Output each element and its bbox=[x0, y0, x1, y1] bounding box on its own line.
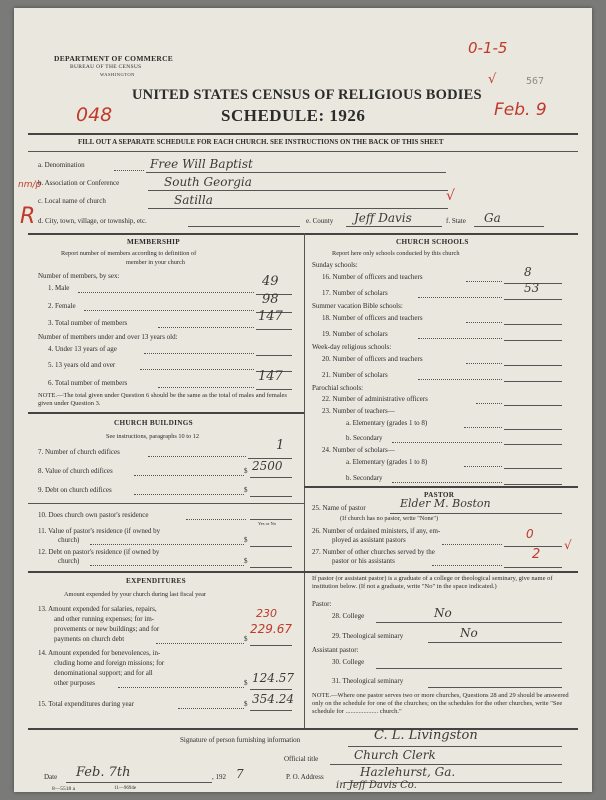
q5-label: 5. 13 years old and over bbox=[48, 361, 116, 369]
expenditures-heading: EXPENDITURES bbox=[126, 577, 186, 585]
expenditures-sub: Amount expended by your church during last fiscal year bbox=[64, 591, 206, 598]
q1-value: 49 bbox=[262, 274, 279, 289]
q23-label: 23. Number of teachers— bbox=[322, 407, 395, 415]
margin-r: R bbox=[20, 204, 36, 229]
buildings-sub: See instructions, paragraphs 10 to 12 bbox=[106, 433, 200, 440]
top-right-code: 0-1-5 bbox=[468, 39, 508, 57]
check-mark-top: √ bbox=[488, 72, 497, 87]
instruction-line: FILL OUT A SEPARATE SCHEDULE FOR EACH CHURCH. SEE INSTRUCTIONS ON THE BACK OF THIS SHEET bbox=[78, 138, 444, 146]
check-mark-q27: √ bbox=[564, 538, 572, 552]
census-schedule-form bbox=[14, 8, 592, 792]
check-mark-local: √ bbox=[446, 188, 455, 204]
q14-line4: other purposes bbox=[54, 679, 96, 687]
q24-label: 24. Number of scholars— bbox=[322, 446, 395, 454]
q18-label: 18. Number of officers and teachers bbox=[322, 314, 423, 322]
official-title-value: Church Clerk bbox=[354, 748, 436, 762]
graduate-note: If pastor (or assistant pastor) is a graduate of a college or theological seminary, give name of institution below. (If not a graduate, write "No" in the space indicated.) bbox=[312, 575, 553, 590]
q15-dollar: $ bbox=[244, 700, 248, 708]
feb-note: Feb. 9 bbox=[494, 100, 547, 120]
q12-label-1: 12. Debt on pastor's residence (if owned by bbox=[38, 548, 160, 556]
q7-label: 7. Number of church edifices bbox=[38, 448, 120, 456]
q13-line3: provements or new buildings; and for bbox=[54, 625, 160, 633]
q26-line1: 26. Number of ordained ministers, if any, em- bbox=[312, 527, 441, 535]
q10-hint: Yes or No bbox=[258, 521, 277, 526]
q3-label: 3. Total number of members bbox=[48, 319, 128, 327]
q11-label-2: church) bbox=[58, 536, 80, 544]
q20-label: 20. Number of officers and teachers bbox=[322, 355, 423, 363]
q17-value: 53 bbox=[524, 281, 540, 295]
association-value: South Georgia bbox=[164, 175, 252, 189]
buildings-heading: CHURCH BUILDINGS bbox=[114, 419, 193, 427]
summer-label: Summer vacation Bible schools: bbox=[312, 302, 403, 310]
q15-label: 15. Total expenditures during year bbox=[38, 700, 134, 708]
q9-dollar: $ bbox=[244, 486, 248, 494]
weekday-label: Week-day religious schools: bbox=[312, 343, 392, 351]
county-label: e. County bbox=[306, 217, 334, 225]
q9-label: 9. Debt on church edifices bbox=[38, 486, 112, 494]
q29-value: No bbox=[460, 626, 478, 640]
margin-note: nm/p bbox=[18, 180, 42, 190]
membership-sub1: Report number of members according to definition of bbox=[61, 250, 197, 257]
parochial-label: Parochial schools: bbox=[312, 384, 364, 392]
q11-dollar: $ bbox=[244, 536, 248, 544]
q17-label: 17. Number of scholars bbox=[322, 289, 388, 297]
schools-heading: CHURCH SCHOOLS bbox=[396, 238, 469, 246]
city-name: WASHINGTON bbox=[100, 72, 135, 77]
q8-label: 8. Value of church edifices bbox=[38, 467, 113, 475]
sunday-label: Sunday schools: bbox=[312, 261, 358, 269]
q2-value: 98 bbox=[262, 292, 279, 307]
q6-value: 147 bbox=[258, 369, 283, 384]
q10-label: 10. Does church own pastor's residence bbox=[38, 511, 149, 519]
q13-line1: 13. Amount expended for salaries, repairs, bbox=[38, 605, 157, 613]
association-label: b. Association or Conference bbox=[38, 179, 120, 187]
q4-label: 4. Under 13 years of age bbox=[48, 345, 117, 353]
q21-label: 21. Number of scholars bbox=[322, 371, 388, 379]
po-address-value: Hazlehurst, Ga. bbox=[360, 765, 456, 779]
signature-value: C. L. Livingston bbox=[374, 728, 478, 743]
city-label: d. City, town, village, or township, etc. bbox=[38, 217, 147, 225]
code-048: 048 bbox=[76, 104, 113, 126]
form-subtitle: SCHEDULE: 1926 bbox=[221, 106, 366, 125]
q3-value: 147 bbox=[258, 309, 283, 324]
q24a-label: a. Elementary (grades 1 to 8) bbox=[346, 458, 428, 466]
q14-line2: cluding home and foreign missions; for bbox=[54, 659, 165, 667]
date-value: Feb. 7th bbox=[76, 765, 131, 780]
state-value: Ga bbox=[484, 211, 501, 225]
q13-line4: payments on church debt bbox=[54, 635, 125, 643]
membership-heading: MEMBERSHIP bbox=[127, 238, 180, 246]
q19-label: 19. Number of scholars bbox=[322, 330, 388, 338]
membership-sub2: member in your church bbox=[126, 259, 185, 266]
q14-dollar: $ bbox=[244, 679, 248, 687]
q12-dollar: $ bbox=[244, 557, 248, 565]
q11-label-1: 11. Value of pastor's residence (if owned by bbox=[38, 527, 161, 535]
pastor-sub-label: Pastor: bbox=[312, 600, 332, 608]
q16-label: 16. Number of officers and teachers bbox=[322, 273, 423, 281]
q31-label: 31. Theological seminary bbox=[332, 677, 404, 685]
q26-line2: ployed as assistant pastors bbox=[332, 536, 406, 544]
form-title: UNITED STATES CENSUS OF RELIGIOUS BODIES bbox=[132, 87, 482, 103]
denomination-value: Free Will Baptist bbox=[150, 157, 253, 171]
q25-hint: (If church has no pastor, write "None") bbox=[340, 515, 439, 522]
county-value: Jeff Davis bbox=[354, 211, 412, 225]
q14-value: 124.57 bbox=[252, 671, 294, 685]
q24b-label: b. Secondary bbox=[346, 474, 383, 482]
age-label: Number of members under and over 13 years old: bbox=[38, 333, 178, 341]
q29-label: 29. Theological seminary bbox=[332, 632, 404, 640]
q26-value: 0 bbox=[526, 527, 534, 541]
signature-label: Signature of person furnishing information bbox=[180, 736, 301, 744]
po-address-value-2: in Jeff Davis Co. bbox=[336, 780, 417, 791]
q2-label: 2. Female bbox=[48, 302, 76, 310]
state-label: f. State bbox=[446, 217, 466, 225]
pastor-note: NOTE.—Where one pastor serves two or more churches, Questions 28 and 29 should be answered only on the schedule for one of the churches; on the schedules for the other churches, write "See schedule for .................... church." bbox=[312, 692, 569, 715]
year-prefix: , 192 bbox=[212, 773, 226, 781]
q13-value: 229.67 bbox=[250, 622, 292, 636]
q25-value: Elder M. Boston bbox=[400, 497, 491, 510]
q30-label: 30. College bbox=[332, 658, 365, 666]
q28-value: No bbox=[434, 606, 452, 620]
q27-value: 2 bbox=[532, 547, 541, 562]
membership-note: NOTE.—The total given under Question 6 should be the same as the total of males and females given under Question 3. bbox=[38, 392, 287, 407]
denomination-label: a. Denomination bbox=[38, 161, 85, 169]
q13-red-value: 230 bbox=[256, 607, 277, 620]
q7-value: 1 bbox=[276, 438, 285, 453]
q28-label: 28. College bbox=[332, 612, 365, 620]
po-address-label: P. O. Address bbox=[286, 773, 324, 781]
q14-line1: 14. Amount expended for benevolences, in- bbox=[38, 649, 161, 657]
stamp-number: 567 bbox=[526, 76, 545, 87]
q6-label: 6. Total number of members bbox=[48, 379, 128, 387]
year-value: 7 bbox=[236, 767, 244, 781]
q15-value: 354.24 bbox=[252, 692, 294, 706]
q8-value: 2500 bbox=[252, 459, 283, 473]
q22-label: 22. Number of administrative officers bbox=[322, 395, 428, 403]
assistant-label: Assistant pastor: bbox=[312, 646, 359, 654]
q16-value: 8 bbox=[524, 265, 532, 279]
official-title-label: Official title bbox=[284, 755, 319, 763]
local-name-label: c. Local name of church bbox=[38, 197, 106, 205]
q8-dollar: $ bbox=[244, 467, 248, 475]
q14-line3: denominational support; and for all bbox=[54, 669, 153, 677]
q27-line1: 27. Number of other churches served by the bbox=[312, 548, 435, 556]
q13-line2: and other running expenses; for im- bbox=[54, 615, 155, 623]
q23a-label: a. Elementary (grades 1 to 8) bbox=[346, 419, 428, 427]
bureau-name: BUREAU OF THE CENSUS bbox=[70, 64, 142, 70]
pastor-heading: PASTOR bbox=[424, 491, 455, 499]
department-name: DEPARTMENT OF COMMERCE bbox=[54, 54, 174, 63]
form-number: 8—5518 a bbox=[52, 786, 76, 792]
date-label: Date bbox=[44, 773, 58, 781]
q13-dollar: $ bbox=[244, 635, 248, 643]
q23b-label: b. Secondary bbox=[346, 434, 383, 442]
q27-line2: pastor or his assistants bbox=[332, 557, 395, 565]
local-name-value: Satilla bbox=[174, 193, 213, 207]
by-sex-label: Number of members, by sex: bbox=[38, 272, 120, 280]
q25-label: 25. Name of pastor bbox=[312, 504, 366, 512]
print-number: 11—9694e bbox=[114, 786, 137, 791]
schools-sub: Report here only schools conducted by this church bbox=[332, 250, 460, 257]
q12-label-2: church) bbox=[58, 557, 80, 565]
q1-label: 1. Male bbox=[48, 284, 70, 292]
